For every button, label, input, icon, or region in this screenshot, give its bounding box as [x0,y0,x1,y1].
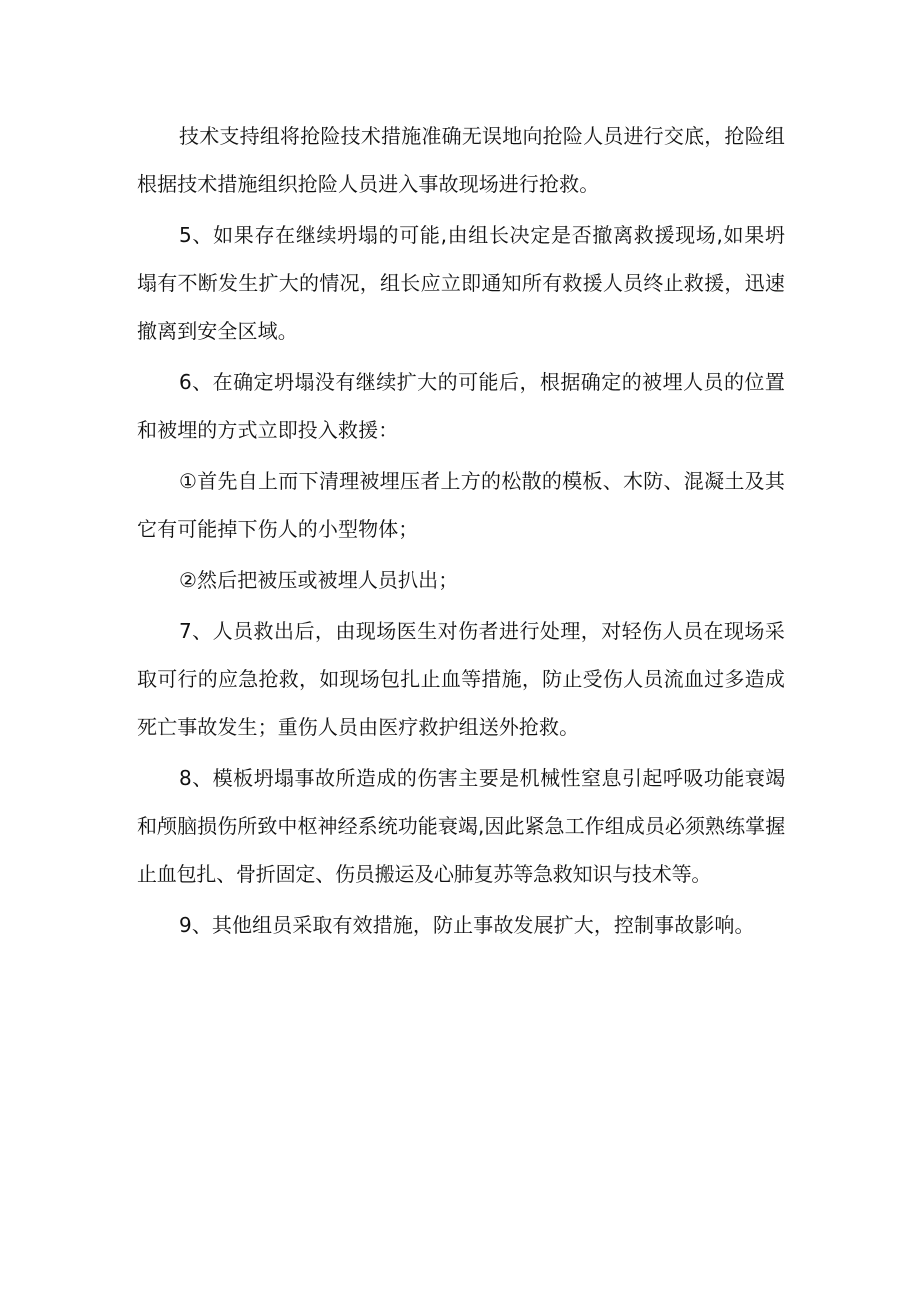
paragraph-step-2-extract: ②然后把被压或被埋人员扒出； [179,568,459,592]
paragraph-item-9-other-members: 9、其他组员采取有效措施，防止事故发展扩大，控制事故影响。 [179,913,755,937]
paragraph-item-6-rescue: 6、在确定坍塌没有继续扩大的可能后，根据确定的被埋人员的位置和被埋的方式立即投入救援： [137,370,785,442]
paragraph-technical-briefing: 技术支持组将抢险技术措施准确无误地向抢险人员进行交底，抢险组根据技术措施组织抢险人员进入事故现场进行抢救。 [137,124,785,196]
document-body [137,112,785,952]
paragraph-item-8-injuries: 8、模板坍塌事故所造成的伤害主要是机械性窒息引起呼吸功能衰竭和颅脑损伤所致中枢神经系统功能衰竭,因此紧急工作组成员必须熟练掌握止血包扎、骨折固定、伤员搬运及心肺复苏等急救知识与技术等。 [137,766,785,886]
paragraph-item-7-medical: 7、人员救出后，由现场医生对伤者进行处理，对轻伤人员在现场采取可行的应急抢救，如现场包扎止血等措施，防止受伤人员流血过多造成死亡事故发生；重伤人员由医疗救护组送外抢救。 [137,619,785,739]
paragraph-item-5-evacuation: 5、如果存在继续坍塌的可能,由组长决定是否撤离救援现场,如果坍塌有不断发生扩大的情况，组长应立即通知所有救援人员终止救援，迅速撤离到安全区域。 [137,223,785,343]
paragraph-step-1-clear-debris: ①首先自上而下清理被埋压者上方的松散的模板、木防、混凝土及其它有可能掉下伤人的小型物体； [137,469,785,541]
